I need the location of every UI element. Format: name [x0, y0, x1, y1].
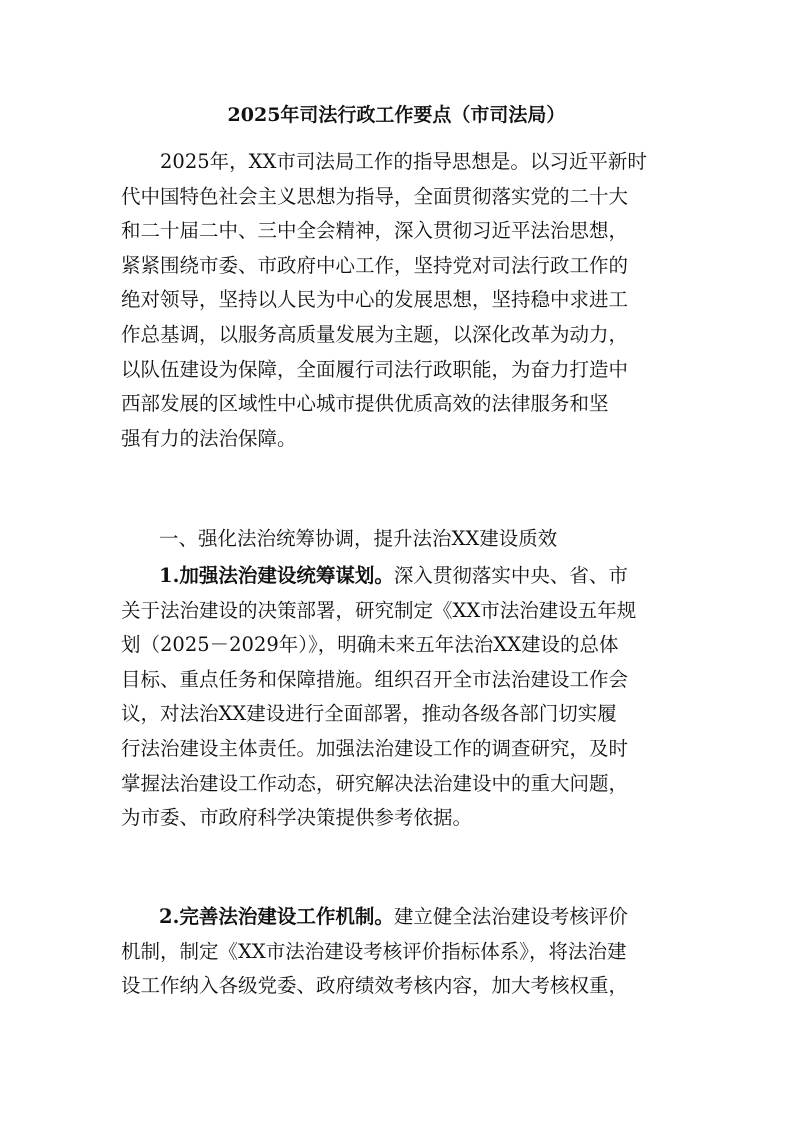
intro-line: 紧紧围绕市委、市政府中心工作，坚持党对司法行政工作的 — [121, 253, 629, 277]
intro-line: 代中国特色社会主义思想为指导，全面贯彻落实党的二十大 — [121, 184, 629, 208]
item-2-line: 机制，制定《XX市法治建设考核评价指标体系》，将法治建 — [121, 939, 627, 963]
intro-line: 西部发展的区域性中心城市提供优质高效的法律服务和坚 — [121, 392, 609, 416]
item-1-line: 目标、重点任务和保障措施。组织召开全市法治建设工作会 — [121, 667, 629, 691]
item-1-line: 掌握法治建设工作动态，研究解决法治建设中的重大问题， — [121, 771, 629, 795]
item-1-line: 议，对法治XX建设进行全面部署，推动各级各部门切实履 — [121, 702, 617, 726]
section-heading: 一、强化法治统筹协调，提升法治XX建设质效 — [159, 527, 558, 550]
intro-line: 以队伍建设为保障，全面履行司法行政职能，为奋力打造中 — [121, 357, 629, 381]
intro-paragraph — [121, 145, 681, 456]
item-1-line: 划（2025－2029年）》，明确未来五年法治XX建设的总体 — [121, 633, 619, 657]
item-2-paragraph — [121, 900, 681, 1004]
item-2-line: 设工作纳入各级党委、政府绩效考核内容，加大考核权重， — [121, 974, 629, 998]
intro-line: 强有力的法治保障。 — [121, 426, 297, 450]
item-2-lead: 2.完善法治建设工作机制。 — [159, 905, 394, 928]
item-1-line: 关于法治建设的决策部署，研究制定《XX市法治建设五年规 — [121, 598, 637, 622]
document-title: 2025年司法行政工作要点（市司法局） — [227, 104, 566, 126]
item-1-first-line-text: 深入贯彻落实中央、省、市 — [393, 564, 628, 587]
item-1-lead: 1.加强法治建设统筹谋划。 — [159, 564, 394, 587]
item-1-paragraph — [121, 559, 681, 836]
item-1-line: 为市委、市政府科学决策提供参考依据。 — [121, 806, 473, 830]
item-1-first-line — [121, 559, 681, 594]
intro-line: 作总基调，以服务高质量发展为主题，以深化改革为动力， — [121, 322, 629, 346]
item-2-first-line-text: 建立健全法治建设考核评价 — [393, 905, 628, 928]
item-2-first-line — [121, 900, 681, 935]
intro-line: 和二十届二中、三中全会精神，深入贯彻习近平法治思想， — [121, 219, 629, 243]
intro-line: 绝对领导，坚持以人民为中心的发展思想，坚持稳中求进工 — [121, 288, 629, 312]
intro-line: 2025年，XX市司法局工作的指导思想是。以习近平新时 — [121, 150, 647, 173]
item-1-line: 行法治建设主体责任。加强法治建设工作的调查研究，及时 — [121, 736, 629, 760]
